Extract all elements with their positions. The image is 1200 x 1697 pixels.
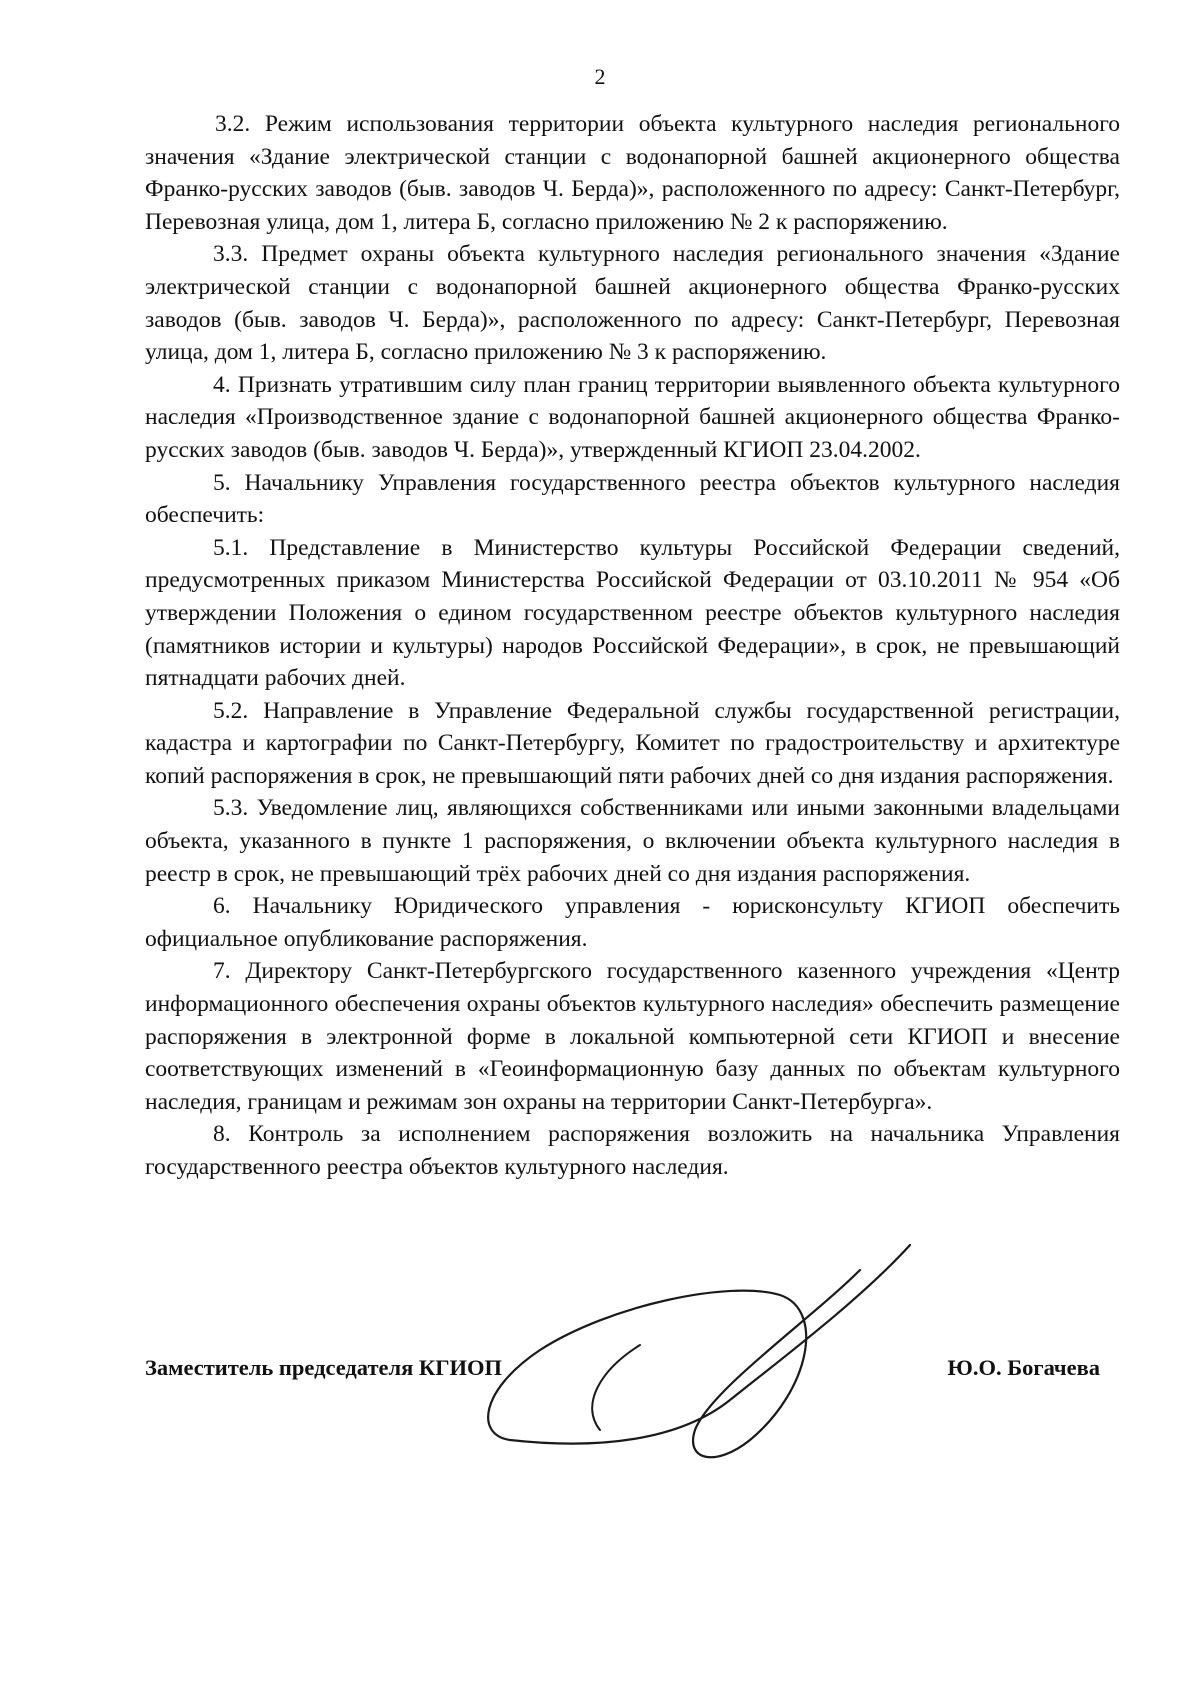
paragraph-3-2: 3.2. Режим использования территории объекта культурного наследия регионального значения «Здание электрической станции с водонапорной башней акционерного общества Франко-русских заводов (быв. заводов Ч. Берда)», расположенного по адресу: Санкт-Петербург, Перевозная улица, дом 1, литера Б, согласно приложению № 2 к распоряжению.	[145, 111, 1120, 235]
document-body	[145, 108, 1120, 1184]
signatory-name: Ю.О. Богачева	[947, 1355, 1100, 1380]
paragraph-4: 4. Признать утратившим силу план границ территории выявленного объекта культурного наследия «Производственное здание с водонапорной башней акционерного общества Франко-русских заводов (быв. заводов Ч. Берда)», утвержденный КГИОП 23.04.2002.	[145, 371, 1120, 463]
paragraph-5-3: 5.3. Уведомление лиц, являющихся собственниками или иными законными владельцами объекта, указанного в пункте 1 распоряжения, о включении объекта культурного наследия в реестр в срок, не превышающий трёх рабочих дней со дня издания распоряжения.	[145, 795, 1120, 887]
paragraph-8: 8. Контроль за исполнением распоряжения возложить на начальника Управления государственного реестра объектов культурного наследия.	[145, 1121, 1120, 1180]
paragraph-5-2: 5.2. Направление в Управление Федеральной службы государственной регистрации, кадастра и картографии по Санкт-Петербургу, Комитет по градостроительству и архитектуре копий распоряжения в срок, не превышающий пяти рабочих дней со дня издания распоряжения.	[145, 697, 1120, 789]
paragraph-3-3: 3.3. Предмет охраны объекта культурного наследия регионального значения «Здание электрической станции с водонапорной башней акционерного общества Франко-русских заводов (быв. заводов Ч. Берда)», расположенного по адресу: Санкт-Петербург, Перевозная улица, дом 1, литера Б, согласно приложению № 3 к распоряжению.	[145, 241, 1120, 366]
page-number: 2	[594, 64, 606, 89]
handwritten-signature	[480, 1240, 920, 1470]
paragraph-5-1: 5.1. Представление в Министерство культуры Российской Федерации сведений, предусмотренных приказом Министерства Российской Федерации от 03.10.2011 № 954 «Об утверждении Положения о едином государственном реестре объектов культурного наследия (памятников истории и культуры) народов Российской Федерации», в срок, не превышающий пятнадцати рабочих дней.	[145, 534, 1120, 692]
signatory-title: Заместитель председателя КГИОП	[145, 1355, 503, 1380]
paragraph-5: 5. Начальнику Управления государственного реестра объектов культурного наследия обеспечить:	[145, 469, 1120, 529]
paragraph-7: 7. Директору Санкт-Петербургского государственного казенного учреждения «Центр информационного обеспечения охраны объектов культурного наследия» обеспечить размещение распоряжения в электронной форме в локальной компьютерной сети КГИОП и внесение соответствующих изменений в «Геоинформационную базу данных по объектам культурного наследия, границам и режимам зон охраны на территории Санкт-Петербурга».	[145, 958, 1120, 1115]
paragraph-6: 6. Начальнику Юридического управления - юрисконсульту КГИОП обеспечить официальное опубликование распоряжения.	[145, 893, 1120, 952]
